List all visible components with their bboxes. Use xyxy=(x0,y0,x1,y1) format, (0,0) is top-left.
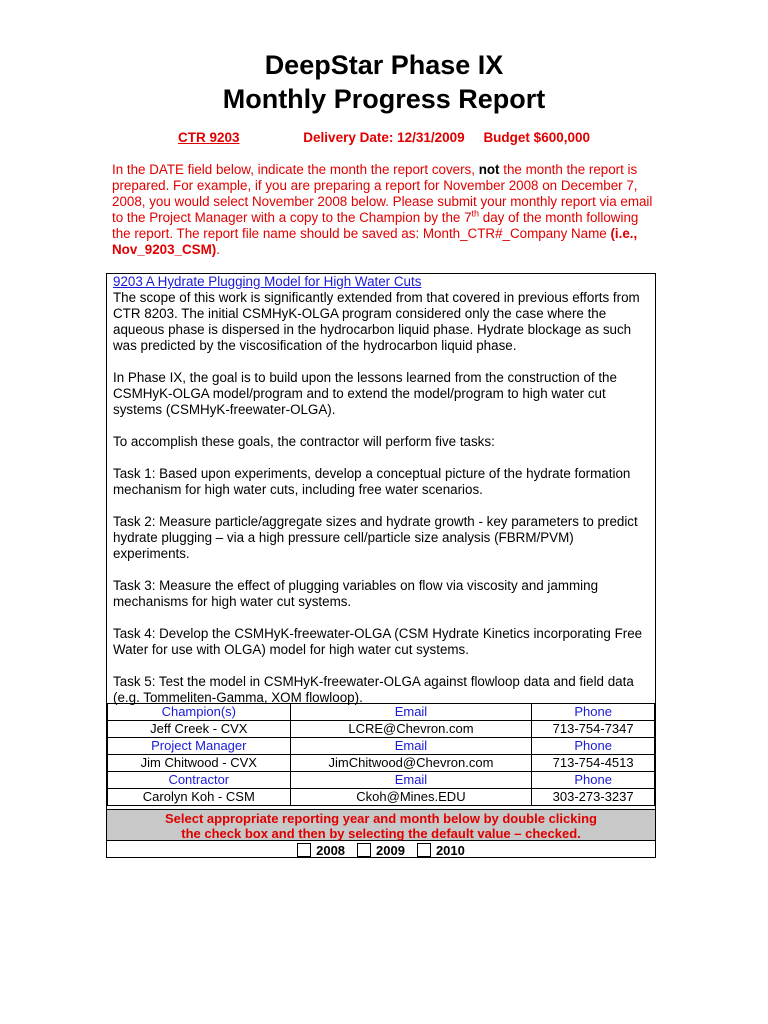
phone-header: Phone xyxy=(532,738,655,755)
contact-name: Jeff Creek - CVX xyxy=(108,721,291,738)
year-option-2010[interactable] xyxy=(417,843,465,858)
role-header: Contractor xyxy=(108,772,291,789)
select-line-2: the check box and then by selecting the default value – checked. xyxy=(181,826,581,841)
checkbox-2010[interactable] xyxy=(417,843,431,857)
instructions-text-2: the month the report is prepared. For example, if you are preparing a report for November 2008 on December 7, 2008, you would select November 2008 below. Please submit your monthly report via email to the Project Manager with a copy to the Champion by the 7 xyxy=(112,162,653,225)
instructions-text-3: day of the month following the report. The report file name should be saved as: Month_CTR#_Company Name xyxy=(112,210,639,241)
instructions xyxy=(112,162,660,258)
instructions-not: not xyxy=(478,162,500,177)
task-5: Task 5: Test the model in CSMHyK-freewater-OLGA against flowloop data and field data (e.g. Tommeliten-Gamma, XOM flowloop). xyxy=(113,674,634,705)
table-row xyxy=(108,704,655,721)
table-row xyxy=(108,721,655,738)
email-header: Email xyxy=(290,704,532,721)
scope-paragraph: The scope of this work is significantly extended from that covered in previous efforts from CTR 8203. The initial CSMHyK-OLGA program considered only the case where the aqueous phase is dispersed in the hydrocarbon liquid phase. Hydrate blockage as such was predicted by the viscosification of the hydrocarbon liquid phase. xyxy=(113,290,640,353)
select-instructions xyxy=(107,809,655,841)
contacts-table xyxy=(107,703,655,806)
instructions-text-1: In the DATE field below, indicate the month the report covers, xyxy=(112,162,479,177)
phase-paragraph: In Phase IX, the goal is to build upon the lessons learned from the construction of the CSMHyK-OLGA model/program and to extend the model/program to high water cut systems (CSMHyK-freewater-OLGA). xyxy=(113,370,617,417)
contact-phone: 713-754-4513 xyxy=(532,755,655,772)
checkbox-2008[interactable] xyxy=(297,843,311,857)
project-link[interactable]: 9203 A Hydrate Plugging Model for High Water Cuts xyxy=(113,274,422,289)
checkbox-2009[interactable] xyxy=(357,843,371,857)
report-subtitle: Monthly Progress Report xyxy=(222,84,546,114)
year-label: 2010 xyxy=(435,842,465,858)
budget: Budget $600,000 xyxy=(483,130,590,145)
contact-email[interactable]: Ckoh@Mines.EDU xyxy=(290,789,532,806)
instructions-sup: th xyxy=(471,208,480,219)
table-row xyxy=(108,772,655,789)
role-header: Champion(s) xyxy=(108,704,291,721)
delivery-date: Delivery Date: 12/31/2009 xyxy=(303,130,465,145)
task-4: Task 4: Develop the CSMHyK-freewater-OLGA (CSM Hydrate Kinetics incorporating Free Water for use with OLGA) model for high water cut systems. xyxy=(113,626,643,657)
goals-paragraph: To accomplish these goals, the contractor will perform five tasks: xyxy=(113,434,495,449)
contact-phone: 713-754-7347 xyxy=(532,721,655,738)
task-3: Task 3: Measure the effect of plugging variables on flow via viscosity and jamming mechanisms for high water cut systems. xyxy=(113,578,599,609)
phone-header: Phone xyxy=(532,772,655,789)
project-box xyxy=(106,273,656,858)
ctr-line xyxy=(0,130,768,145)
task-1: Task 1: Based upon experiments, develop a conceptual picture of the hydrate formation mechanism for high water cuts, including free water scenarios. xyxy=(113,466,631,497)
instructions-end: . xyxy=(216,242,220,257)
table-row xyxy=(108,789,655,806)
phone-header: Phone xyxy=(532,704,655,721)
project-scope xyxy=(113,274,651,706)
contact-email[interactable]: JimChitwood@Chevron.com xyxy=(290,755,532,772)
year-label: 2009 xyxy=(376,842,405,858)
select-line-1: Select appropriate reporting year and month below by double clicking xyxy=(165,811,597,826)
contact-name: Carolyn Koh - CSM xyxy=(108,789,291,806)
contact-phone: 303-273-3237 xyxy=(532,789,655,806)
instructions-filename-example: (i.e., Nov_9203_CSM) xyxy=(112,226,638,257)
report-title: DeepStar Phase IX xyxy=(264,50,504,80)
task-2: Task 2: Measure particle/aggregate sizes and hydrate growth - key parameters to predict hydrate plugging – via a high pressure cell/particle size analysis (FBRM/PVM) experiments. xyxy=(113,514,638,561)
email-header: Email xyxy=(290,738,532,755)
role-header: Project Manager xyxy=(108,738,291,755)
year-option-2008[interactable] xyxy=(297,843,345,858)
year-option-2009[interactable] xyxy=(357,843,405,858)
year-selector xyxy=(107,842,655,858)
contact-name: Jim Chitwood - CVX xyxy=(108,755,291,772)
contact-email[interactable]: LCRE@Chevron.com xyxy=(290,721,532,738)
table-row xyxy=(108,755,655,772)
email-header: Email xyxy=(290,772,532,789)
ctr-number: CTR 9203 xyxy=(178,130,240,145)
table-row xyxy=(108,738,655,755)
year-label: 2008 xyxy=(316,842,346,858)
